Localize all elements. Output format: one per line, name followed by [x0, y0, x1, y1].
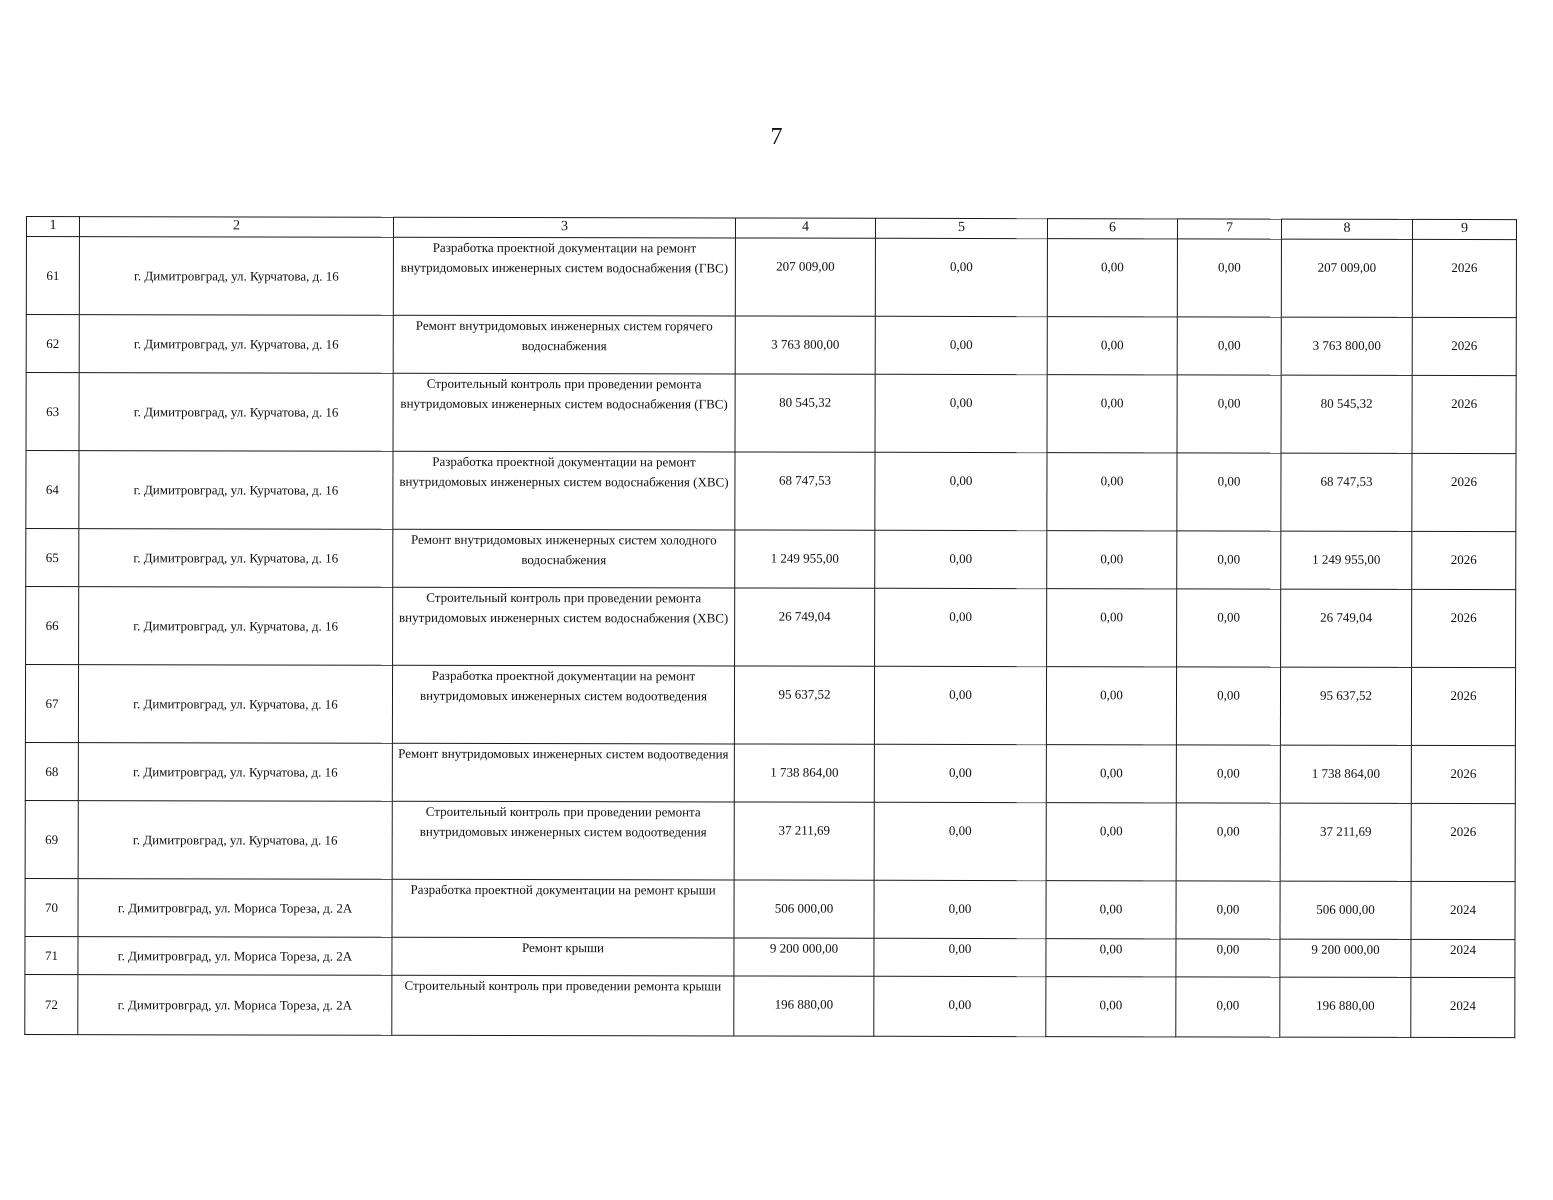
column-header: 1	[26, 217, 79, 237]
row-col7-amount: 0,00	[1177, 375, 1281, 453]
row-col6-amount: 0,00	[1047, 317, 1177, 375]
row-year: 2026	[1412, 589, 1516, 667]
row-col6-amount: 0,00	[1046, 745, 1176, 803]
row-number: 71	[25, 936, 78, 974]
row-col5-amount: 0,00	[875, 588, 1047, 666]
row-col5-amount: 0,00	[874, 666, 1046, 744]
row-col6-amount: 0,00	[1047, 589, 1177, 667]
row-col5-amount: 0,00	[875, 238, 1047, 316]
row-address: г. Димитровград, ул. Курчатова, д. 16	[79, 373, 393, 452]
row-col7-amount: 0,00	[1176, 667, 1280, 745]
row-col4-amount: 196 880,00	[734, 976, 874, 1036]
row-address: г. Димитровград, ул. Мориса Тореза, д. 2А	[78, 937, 392, 976]
row-col4-amount: 506 000,00	[734, 880, 874, 938]
row-col6-amount: 0,00	[1046, 881, 1176, 939]
row-address: г. Димитровград, ул. Курчатова, д. 16	[79, 451, 393, 530]
work-schedule-table	[24, 216, 1517, 1038]
row-number: 62	[26, 315, 79, 373]
table-row	[26, 373, 1516, 454]
row-work-description: Ремонт внутридомовых инженерных систем водоотведения	[392, 743, 734, 802]
row-work-description: Строительный контроль при проведении ремонта крыши	[392, 975, 734, 1036]
row-col8-amount: 196 880,00	[1280, 977, 1411, 1037]
row-number: 69	[25, 800, 78, 878]
row-number: 67	[25, 665, 78, 743]
row-year: 2026	[1411, 803, 1515, 881]
row-work-description: Ремонт крыши	[392, 937, 734, 976]
column-header: 8	[1281, 219, 1412, 239]
row-col4-amount: 37 211,69	[734, 802, 874, 880]
row-col6-amount: 0,00	[1047, 375, 1177, 453]
column-header: 3	[393, 217, 735, 238]
row-address: г. Димитровград, ул. Курчатова, д. 16	[78, 801, 392, 880]
row-col6-amount: 0,00	[1046, 939, 1176, 977]
row-col4-amount: 95 637,52	[734, 666, 874, 744]
column-header: 6	[1047, 219, 1177, 239]
row-work-description: Разработка проектной документации на ремонт внутридомовых инженерных систем водоснабжения (ХВС)	[393, 451, 735, 530]
row-col4-amount: 3 763 800,00	[735, 316, 875, 374]
column-header: 5	[875, 218, 1047, 238]
row-col5-amount: 0,00	[874, 802, 1046, 880]
row-address: г. Димитровград, ул. Мориса Тореза, д. 2А	[78, 879, 392, 938]
row-number: 64	[26, 451, 79, 529]
row-col8-amount: 37 211,69	[1280, 803, 1411, 881]
row-col8-amount: 207 009,00	[1281, 239, 1412, 317]
table-body	[25, 217, 1517, 1038]
row-col8-amount: 68 747,53	[1281, 453, 1412, 531]
row-col8-amount: 1 249 955,00	[1281, 531, 1412, 589]
row-year: 2026	[1412, 239, 1516, 317]
row-work-description: Разработка проектной документации на ремонт внутридомовых инженерных систем водоотведения	[392, 665, 734, 744]
row-year: 2026	[1412, 531, 1516, 589]
row-col6-amount: 0,00	[1046, 977, 1176, 1037]
table-row	[26, 451, 1516, 532]
row-number: 65	[26, 529, 79, 587]
row-col8-amount: 1 738 864,00	[1280, 745, 1411, 803]
row-col5-amount: 0,00	[874, 938, 1046, 976]
table-row	[26, 529, 1516, 590]
row-address: г. Димитровград, ул. Курчатова, д. 16	[79, 237, 393, 316]
row-col7-amount: 0,00	[1177, 453, 1281, 531]
row-col7-amount: 0,00	[1176, 803, 1280, 881]
row-col7-amount: 0,00	[1177, 317, 1281, 375]
row-address: г. Димитровград, ул. Курчатова, д. 16	[79, 315, 393, 374]
row-col5-amount: 0,00	[874, 744, 1046, 802]
table-row	[26, 237, 1516, 318]
row-col8-amount: 9 200 000,00	[1280, 939, 1411, 977]
row-col4-amount: 26 749,04	[735, 588, 875, 666]
row-col7-amount: 0,00	[1177, 531, 1281, 589]
row-year: 2026	[1411, 667, 1515, 745]
row-year: 2024	[1411, 939, 1515, 977]
row-col6-amount: 0,00	[1047, 453, 1177, 531]
row-col5-amount: 0,00	[874, 880, 1046, 938]
row-number: 63	[26, 373, 79, 451]
row-work-description: Строительный контроль при проведении ремонта внутридомовых инженерных систем водоотведения	[392, 801, 734, 880]
column-header: 9	[1412, 219, 1516, 239]
row-col4-amount: 68 747,53	[735, 452, 875, 530]
row-address: г. Димитровград, ул. Курчатова, д. 16	[79, 587, 393, 666]
row-col4-amount: 9 200 000,00	[734, 938, 874, 976]
row-col6-amount: 0,00	[1046, 667, 1176, 745]
row-work-description: Ремонт внутридомовых инженерных систем горячего водоснабжения	[393, 315, 735, 374]
row-col8-amount: 80 545,32	[1281, 375, 1412, 453]
row-col4-amount: 1 738 864,00	[734, 744, 874, 802]
row-work-description: Разработка проектной документации на ремонт крыши	[392, 879, 734, 938]
row-col7-amount: 0,00	[1177, 239, 1281, 317]
table-row	[25, 936, 1515, 977]
row-address: г. Димитровград, ул. Курчатова, д. 16	[78, 665, 392, 744]
row-col7-amount: 0,00	[1176, 745, 1280, 803]
row-number: 72	[25, 974, 78, 1034]
row-col5-amount: 0,00	[875, 530, 1047, 588]
row-col5-amount: 0,00	[874, 976, 1046, 1036]
row-year: 2026	[1412, 453, 1516, 531]
row-col6-amount: 0,00	[1046, 803, 1176, 881]
row-col5-amount: 0,00	[875, 316, 1047, 374]
row-number: 66	[26, 587, 79, 665]
row-col6-amount: 0,00	[1047, 531, 1177, 589]
row-col8-amount: 506 000,00	[1280, 881, 1411, 939]
row-year: 2024	[1411, 881, 1515, 939]
row-col7-amount: 0,00	[1176, 939, 1280, 977]
row-year: 2026	[1412, 317, 1516, 375]
row-year: 2026	[1412, 375, 1516, 453]
row-address: г. Димитровград, ул. Курчатова, д. 16	[78, 743, 392, 802]
row-col5-amount: 0,00	[875, 374, 1047, 452]
row-col4-amount: 80 545,32	[735, 374, 875, 452]
table-row	[26, 315, 1516, 376]
table-row	[25, 742, 1515, 803]
page-number: 7	[770, 124, 783, 150]
row-work-description: Разработка проектной документации на ремонт внутридомовых инженерных систем водоснабжения (ГВС)	[393, 237, 735, 316]
row-col7-amount: 0,00	[1177, 589, 1281, 667]
row-col5-amount: 0,00	[875, 452, 1047, 530]
row-address: г. Димитровград, ул. Мориса Тореза, д. 2А	[78, 975, 392, 1036]
row-col7-amount: 0,00	[1176, 881, 1280, 939]
row-col8-amount: 26 749,04	[1281, 589, 1412, 667]
row-col4-amount: 1 249 955,00	[735, 530, 875, 588]
row-col8-amount: 95 637,52	[1280, 667, 1411, 745]
table-row	[25, 665, 1515, 746]
row-work-description: Строительный контроль при проведении ремонта внутридомовых инженерных систем водоснабжения (ХВС)	[393, 587, 735, 666]
row-col6-amount: 0,00	[1047, 239, 1177, 317]
column-header: 2	[79, 217, 393, 238]
table-row	[25, 878, 1515, 939]
row-work-description: Строительный контроль при проведении ремонта внутридомовых инженерных систем водоснабжения (ГВС)	[393, 373, 735, 452]
row-number: 70	[25, 878, 78, 936]
row-number: 61	[26, 237, 79, 315]
table-row	[25, 974, 1515, 1037]
row-col7-amount: 0,00	[1176, 977, 1280, 1037]
table-row	[25, 800, 1515, 881]
row-number: 68	[25, 742, 78, 800]
row-col4-amount: 207 009,00	[735, 238, 875, 316]
row-work-description: Ремонт внутридомовых инженерных систем холодного водоснабжения	[393, 529, 735, 588]
column-header: 4	[735, 218, 875, 238]
row-address: г. Димитровград, ул. Курчатова, д. 16	[79, 529, 393, 588]
row-year: 2024	[1411, 977, 1515, 1037]
table-row	[26, 587, 1516, 668]
column-header: 7	[1177, 219, 1281, 239]
row-year: 2026	[1411, 745, 1515, 803]
row-col8-amount: 3 763 800,00	[1281, 317, 1412, 375]
